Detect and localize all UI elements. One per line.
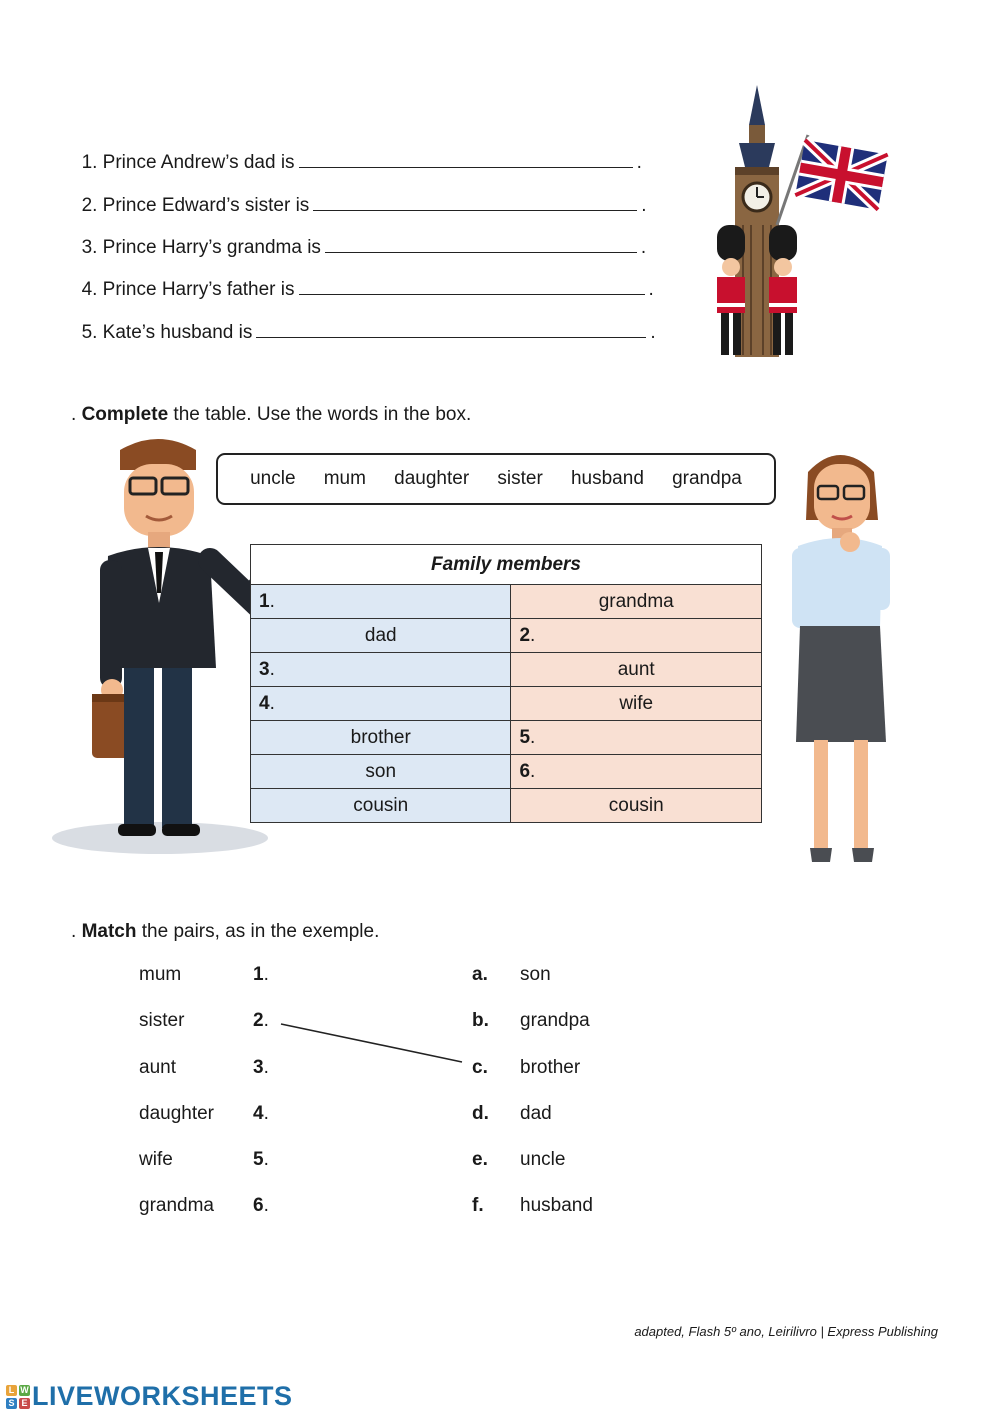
match-left-word: daughter xyxy=(139,1103,215,1124)
table-cell: aunt xyxy=(511,653,762,687)
match-left-number[interactable]: 6. xyxy=(253,1195,269,1216)
cell-number: 4 xyxy=(259,692,270,714)
instruction-text: the pairs, as in the exemple. xyxy=(136,921,380,942)
question-text: 5. Kate’s husband is xyxy=(81,322,253,343)
word-box-item: uncle xyxy=(250,468,296,489)
number-label: 4 xyxy=(253,1103,264,1124)
letter-label: a. xyxy=(472,964,488,985)
period: . xyxy=(640,237,647,258)
word-box-item: daughter xyxy=(394,468,470,489)
table-cell-answer[interactable]: 3. xyxy=(251,653,511,687)
table-row xyxy=(251,653,762,687)
number-label: 3 xyxy=(253,1057,264,1078)
number-label: 2 xyxy=(253,1010,264,1031)
table-row xyxy=(251,755,762,789)
cell-number: 5 xyxy=(519,726,531,748)
table-row xyxy=(251,789,762,823)
answer-blank[interactable] xyxy=(299,276,645,295)
table-row xyxy=(251,721,762,755)
table-cell: grandma xyxy=(511,585,762,619)
match-right-word: husband xyxy=(520,1195,593,1216)
cell-number: 3 xyxy=(259,658,270,680)
table-cell: cousin xyxy=(511,789,762,823)
question-2 xyxy=(71,170,647,217)
instruction-keyword: Match xyxy=(81,921,137,942)
match-left-word: mum xyxy=(139,964,182,985)
example-match-line xyxy=(278,1018,468,1068)
match-left-word: aunt xyxy=(139,1057,176,1078)
letter-label: e. xyxy=(472,1149,488,1170)
letter-label: c. xyxy=(472,1057,488,1078)
question-text: 2. Prince Edward’s sister is xyxy=(81,195,310,216)
instruction-prefix: . xyxy=(71,404,82,425)
table-cell-answer[interactable]: 6. xyxy=(511,755,762,789)
match-right-word: grandpa xyxy=(520,1010,590,1031)
logo-grid-letter: W xyxy=(20,1384,29,1395)
period: . xyxy=(636,152,642,173)
instruction-prefix: . xyxy=(71,921,82,942)
match-right-letter[interactable] xyxy=(472,964,488,986)
number-label: 5 xyxy=(253,1149,264,1170)
table-cell: son xyxy=(251,755,511,789)
question-1 xyxy=(71,127,642,174)
period: . xyxy=(641,195,647,216)
match-right-word: brother xyxy=(520,1057,581,1078)
table-cell-answer[interactable]: 2. xyxy=(511,619,762,653)
table-cell-answer[interactable]: 1. xyxy=(251,585,511,619)
cell-number: 2 xyxy=(519,624,531,646)
word-box-item: sister xyxy=(497,468,543,489)
source-credit: adapted, Flash 5º ano, Leirilivro | Express Publishing xyxy=(634,1324,938,1339)
logo-grid-letter: S xyxy=(6,1398,17,1409)
logo-text: LIVEWORKSHEETS xyxy=(32,1381,293,1411)
table-cell-answer[interactable]: 4. xyxy=(251,687,511,721)
table-row xyxy=(251,585,762,619)
question-text: 4. Prince Harry’s father is xyxy=(81,279,295,300)
question-5 xyxy=(71,297,656,344)
match-left-number[interactable]: 2. xyxy=(253,1010,269,1031)
word-box-item: mum xyxy=(323,468,366,489)
match-left-number[interactable]: 1. xyxy=(253,964,269,985)
letter-label: d. xyxy=(472,1103,489,1124)
complete-instruction xyxy=(71,404,471,426)
answer-blank[interactable] xyxy=(299,149,633,168)
table-title: Family members xyxy=(251,545,762,585)
instruction-text: the table. Use the words in the box. xyxy=(168,404,472,425)
answer-blank[interactable] xyxy=(256,319,646,338)
table-cell: dad xyxy=(251,619,511,653)
word-box xyxy=(216,453,776,505)
number-label: 1 xyxy=(253,964,264,985)
logo-grid-icon xyxy=(6,1385,30,1409)
question-text: 1. Prince Andrew’s dad is xyxy=(81,152,295,173)
question-text: 3. Prince Harry’s grandma is xyxy=(81,237,321,258)
instruction-keyword: Complete xyxy=(81,404,169,425)
match-right-letter[interactable] xyxy=(472,1010,489,1032)
question-3 xyxy=(71,212,646,259)
match-right-letter[interactable] xyxy=(472,1149,488,1171)
match-left-word: sister xyxy=(139,1010,185,1031)
cell-number: 1 xyxy=(259,590,270,612)
table-row xyxy=(251,687,762,721)
match-left-number[interactable]: 5. xyxy=(253,1149,269,1170)
question-4 xyxy=(71,254,654,301)
table-row xyxy=(251,619,762,653)
match-right-letter[interactable] xyxy=(472,1195,484,1217)
big-ben-illustration xyxy=(705,85,900,360)
table-header-row xyxy=(251,545,762,585)
table-cell: cousin xyxy=(251,789,511,823)
number-label: 6 xyxy=(253,1195,264,1216)
match-right-word: son xyxy=(520,964,551,985)
businesswoman-illustration xyxy=(790,442,900,867)
match-right-word: uncle xyxy=(520,1149,566,1170)
cell-number: 6 xyxy=(519,760,531,782)
table-cell-answer[interactable]: 5. xyxy=(511,721,762,755)
match-left-word: wife xyxy=(139,1149,173,1170)
logo-grid-letter: L xyxy=(6,1385,17,1396)
period: . xyxy=(648,279,654,300)
logo-grid-letter: E xyxy=(19,1398,30,1409)
match-right-letter[interactable] xyxy=(472,1103,489,1125)
table-cell: wife xyxy=(511,687,762,721)
letter-label: b. xyxy=(472,1010,489,1031)
match-left-number[interactable]: 4. xyxy=(253,1103,269,1124)
match-left-word: grandma xyxy=(139,1195,214,1216)
answer-blank[interactable] xyxy=(313,192,637,211)
match-right-letter[interactable] xyxy=(472,1057,488,1079)
match-right-word: dad xyxy=(520,1103,552,1124)
family-members-table xyxy=(250,544,762,823)
letter-label: f. xyxy=(472,1195,484,1216)
period: . xyxy=(650,322,656,343)
answer-blank[interactable] xyxy=(325,234,637,253)
table-cell: brother xyxy=(251,721,511,755)
match-left-number[interactable]: 3. xyxy=(253,1057,269,1078)
match-instruction xyxy=(71,921,379,943)
word-box-item: grandpa xyxy=(672,468,742,489)
word-box-item: husband xyxy=(570,468,644,489)
liveworksheets-logo[interactable] xyxy=(6,1381,293,1412)
